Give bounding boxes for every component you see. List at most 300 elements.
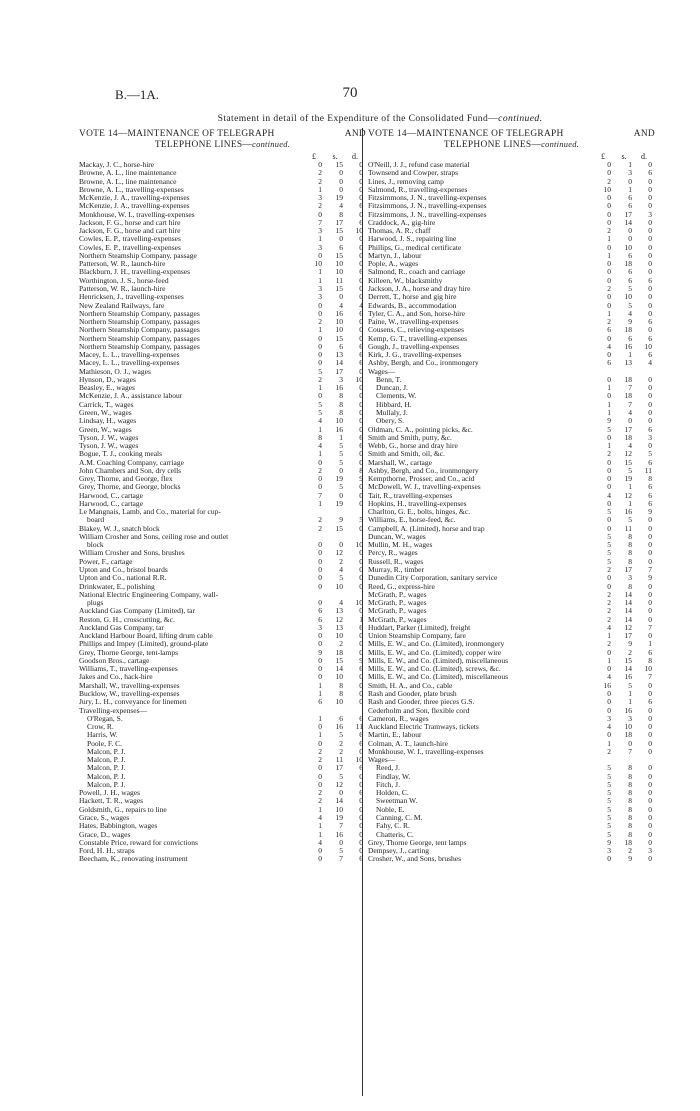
entry-description: Beasley, E., wages [79, 384, 135, 393]
amount-pounds: 0 [607, 209, 611, 219]
amount-pence: 0 [648, 383, 652, 393]
amount-pounds: 2 [318, 168, 322, 178]
entry-description: Harwood, C., cartage [79, 499, 143, 508]
amount-shillings: 13 [624, 358, 632, 368]
amount-pounds: 1 [607, 234, 611, 244]
amount-pence: 0 [648, 606, 652, 616]
amount-pence: 6 [359, 308, 363, 318]
amount-shillings: 4 [339, 201, 343, 211]
amount-pounds: 7 [318, 217, 322, 227]
entry-description: William Crosher and Sons, brushes [79, 549, 185, 558]
entry-description: Campbell, A. (Limited), horse and trap [368, 524, 485, 533]
amount-shillings: 19 [335, 812, 343, 822]
amount-pounds: 2 [607, 176, 611, 186]
entry-description: John Chambers and Son, dry cells [79, 466, 182, 475]
amount-pence: 0 [648, 201, 652, 211]
amount-shillings: 19 [624, 474, 632, 484]
amount-shillings: 5 [339, 573, 343, 583]
amount-pounds: 2 [607, 606, 611, 616]
right-heading-line1: VOTE 14—MAINTENANCE OF TELEGRAPH [368, 129, 564, 139]
amount-pence: 0 [648, 614, 652, 624]
amount-pounds: 3 [318, 622, 322, 632]
entry-description: Fitzsimmons, J. N., travelling-expenses [368, 202, 487, 211]
ledger-row [79, 607, 366, 615]
entry-description: Smith and Smith, oil, &c. [368, 450, 445, 459]
amount-pence: 0 [359, 771, 363, 781]
ledger-row [368, 806, 655, 814]
amount-pence: 0 [359, 573, 363, 583]
amount-pence: 0 [359, 556, 363, 566]
amount-pounds: 5 [607, 779, 611, 789]
ledger-row [368, 467, 655, 475]
amount-pounds: 0 [607, 523, 611, 533]
amount-pence: 0 [648, 267, 652, 277]
amount-shillings: 12 [335, 548, 343, 558]
entry-description: Williams, T., travelling-expenses [79, 665, 178, 674]
amount-pounds: 0 [318, 846, 322, 856]
ledger-row [368, 707, 655, 715]
amount-shillings: 6 [339, 713, 343, 723]
ledger-row [368, 649, 655, 657]
amount-pence: 0 [648, 680, 652, 690]
amount-shillings: 7 [628, 399, 632, 409]
amount-pounds: 0 [318, 300, 322, 310]
amount-pounds: 0 [318, 598, 322, 608]
entry-description: Cameron, R., wages [368, 714, 429, 723]
amount-pounds: 5 [607, 763, 611, 773]
entry-description: Mills, E. W., and Co. (Limited), ironmongery [368, 640, 505, 649]
amount-pounds: 0 [607, 581, 611, 591]
entry-description: Northern Steamship Company, passages [79, 342, 200, 351]
entry-description: McKenzie, J. A., assistance labour [79, 392, 183, 401]
entry-description: Jackson, J. A., horse and dray hire [368, 284, 471, 293]
entry-description: William Crosher and Sons, ceiling rose and outlet [79, 532, 229, 541]
amount-pounds: 1 [607, 655, 611, 665]
amount-pence: 9 [648, 507, 652, 517]
ledger-row [368, 632, 655, 640]
amount-pence: 3 [648, 209, 652, 219]
amount-pence: 7 [648, 622, 652, 632]
ledger-row [368, 186, 655, 194]
amount-shillings: 10 [335, 697, 343, 707]
ledger-row [368, 326, 655, 334]
entry-description: Northern Steamship Company, passages [79, 334, 200, 343]
amount-pounds: 5 [607, 771, 611, 781]
amount-pounds: 1 [318, 730, 322, 740]
entry-description: Fahy, C. R. [376, 822, 410, 831]
amount-pounds: 5 [318, 366, 322, 376]
amount-pounds: 0 [607, 573, 611, 583]
amount-shillings: 14 [624, 664, 632, 674]
amount-pounds: 0 [607, 292, 611, 302]
entry-description: Russell, R., wages [368, 557, 424, 566]
ledger-row [79, 492, 366, 500]
amount-shillings: 5 [339, 482, 343, 492]
amount-pence: 0 [359, 746, 363, 756]
amount-shillings: 1 [628, 689, 632, 698]
amount-shillings: 7 [339, 854, 343, 864]
amount-pence: 0 [359, 275, 363, 285]
entry-description: Malcon, P. J. [87, 764, 126, 773]
ledger-row [79, 690, 366, 698]
entry-description: Benn, T. [376, 375, 402, 384]
entry-description: Dempsey, J., carting [368, 847, 429, 856]
ledger-row [368, 690, 655, 698]
entry-description: Phillips, G., medical certificate [368, 243, 462, 252]
entry-description: Powell, J. H., wages [79, 789, 141, 798]
ledger-row [368, 450, 655, 458]
amount-pounds: 2 [607, 226, 611, 236]
amount-shillings: 8 [628, 829, 632, 839]
amount-pounds: 3 [318, 226, 322, 236]
ledger-row [79, 302, 366, 310]
entry-description: Townsend and Cowper, straps [368, 169, 458, 178]
amount-shillings: 0 [339, 168, 343, 178]
entry-description: Phillips and Impey (Limited), ground-plate [79, 640, 209, 649]
amount-shillings: 4 [339, 300, 343, 310]
entry-description: Grace, D., wages [79, 830, 131, 839]
ledger-row [368, 740, 655, 748]
ledger-row [79, 574, 366, 582]
amount-shillings: 5 [628, 300, 632, 310]
amount-pence: 0 [359, 449, 363, 459]
ledger-row [79, 450, 366, 458]
amount-shillings: 4 [628, 441, 632, 451]
entry-description: Pople, A., wages [368, 260, 419, 269]
amount-shillings: 7 [628, 383, 632, 393]
ledger-row [79, 244, 366, 252]
amount-pounds: 1 [318, 804, 322, 814]
amount-pence: 0 [359, 565, 363, 575]
ledger-row [368, 797, 655, 805]
amount-pounds: 3 [318, 292, 322, 302]
amount-pence: 5 [648, 449, 652, 459]
entry-description: Jakes and Co., hack-hire [79, 673, 153, 682]
amount-shillings: 0 [339, 837, 343, 847]
entry-description: Union Steamship Company, fare [368, 632, 466, 641]
amount-pence: 0 [359, 639, 363, 649]
entry-description: Derrett, T., horse and gig hire [368, 293, 457, 302]
amount-pence: 0 [359, 168, 363, 178]
amount-pounds: 1 [607, 250, 611, 260]
amount-pounds: 2 [607, 565, 611, 575]
entry-description: Patterson, W. R., launch-hire [79, 260, 166, 269]
amount-pounds: 0 [607, 300, 611, 310]
ledger-row [368, 211, 655, 219]
ledger-row [368, 492, 655, 500]
amount-pounds: 0 [318, 482, 322, 492]
amount-shillings: 5 [339, 449, 343, 459]
statement-title [85, 113, 675, 124]
amount-pounds: 5 [607, 821, 611, 831]
ledger-row [79, 847, 366, 855]
amount-pounds: 6 [318, 606, 322, 616]
amount-pounds: 1 [318, 821, 322, 831]
ledger-row [79, 409, 366, 417]
entry-description: Constable Price, reward for convictions [79, 838, 198, 847]
amount-pounds: 16 [603, 680, 611, 690]
amount-pounds: 5 [607, 507, 611, 517]
amount-pounds: 0 [607, 217, 611, 227]
left-unit-pounds: £ [312, 152, 316, 161]
amount-pounds: 0 [318, 556, 322, 566]
ledger-row [79, 442, 366, 450]
entry-description: Mills, E. W., and Co. (Limited), miscellaneous [368, 673, 508, 682]
amount-pence: 6 [359, 730, 363, 740]
ledger-row [368, 773, 655, 781]
amount-pounds: 4 [607, 341, 611, 351]
ledger-row [79, 839, 366, 847]
amount-pence: 0 [648, 738, 652, 748]
amount-shillings: 10 [624, 722, 632, 732]
entry-description: A.M. Coaching Company, carriage [79, 458, 184, 467]
amount-pence: 0 [648, 441, 652, 451]
ledger-row [79, 723, 366, 731]
amount-pence: 0 [648, 837, 652, 847]
amount-pounds: 0 [318, 308, 322, 318]
amount-pence: 6 [359, 441, 363, 451]
ledger-row [368, 194, 655, 202]
amount-pounds: 5 [607, 829, 611, 839]
amount-shillings: 1 [628, 498, 632, 508]
amount-pounds: 0 [318, 565, 322, 575]
left-unit-shillings: s. [332, 152, 338, 161]
amount-pounds: 5 [607, 788, 611, 798]
amount-pence: 0 [648, 184, 652, 194]
amount-pounds: 9 [318, 647, 322, 657]
amount-pence: 11 [355, 722, 363, 732]
amount-pounds: 6 [607, 358, 611, 368]
ledger-row [368, 475, 655, 483]
amount-pounds: 0 [607, 160, 611, 169]
amount-pence: 0 [648, 779, 652, 789]
amount-pence: 11 [644, 465, 652, 475]
entry-description: Upton and Co., national R.R. [79, 574, 167, 583]
entry-description: Chatteris, C. [376, 830, 414, 839]
entry-description: Reed, G., express-hire [368, 582, 435, 591]
ledger-row [368, 839, 655, 847]
ledger-row [79, 806, 366, 814]
amount-shillings: 6 [628, 267, 632, 277]
amount-shillings: 18 [335, 647, 343, 657]
amount-pounds: 2 [318, 788, 322, 798]
amount-shillings: 16 [624, 705, 632, 715]
amount-pounds: 0 [607, 350, 611, 360]
amount-pounds: 8 [318, 432, 322, 442]
amount-pence: 0 [359, 416, 363, 426]
amount-shillings: 14 [624, 614, 632, 624]
amount-pounds: 5 [607, 812, 611, 822]
entry-description: board [87, 516, 105, 525]
amount-pence: 6 [359, 350, 363, 360]
entry-description: McGrath, P., wages [368, 615, 427, 624]
entry-description: Auckland Harbour Board, lifting drum cable [79, 632, 213, 641]
amount-pounds: 7 [318, 490, 322, 500]
amount-shillings: 0 [339, 540, 343, 550]
entry-description: Auckland Electric Tramways, tickets [368, 723, 479, 732]
amount-pounds: 3 [318, 283, 322, 293]
statement-title-main: Statement in detail of the Expenditure of the Consolidated Fund— [217, 113, 499, 124]
entry-description: Holden, C. [376, 789, 409, 798]
amount-shillings: 15 [335, 333, 343, 343]
amount-shillings: 10 [335, 581, 343, 591]
amount-shillings: 16 [335, 722, 343, 732]
ledger-row [368, 673, 655, 681]
amount-pounds: 1 [318, 184, 322, 194]
amount-pounds: 6 [318, 614, 322, 624]
ledger-row [368, 616, 655, 624]
ledger-row [368, 161, 655, 169]
amount-pounds: 4 [607, 622, 611, 632]
entry-description: Monkhouse, W. I., travelling-expenses [368, 747, 484, 756]
ledger-row [368, 459, 655, 467]
entry-description: McGrath, P., wages [368, 590, 427, 599]
ledger-row [368, 516, 655, 524]
amount-pence: 0 [359, 383, 363, 393]
amount-shillings: 1 [628, 350, 632, 360]
amount-pence: 1 [359, 614, 363, 624]
amount-pence: 0 [359, 631, 363, 641]
ledger-row [79, 310, 366, 318]
amount-pounds: 5 [607, 804, 611, 814]
amount-pence: 0 [648, 407, 652, 417]
amount-shillings: 19 [335, 498, 343, 508]
amount-shillings: 18 [624, 837, 632, 847]
ledger-row [79, 368, 366, 376]
amount-pounds: 0 [607, 267, 611, 277]
ledger-row [79, 285, 366, 293]
amount-pounds: 5 [318, 399, 322, 409]
entry-description: Kirk, J. G., travelling-expenses [368, 351, 462, 360]
right-units-row [368, 152, 655, 161]
amount-pence: 0 [648, 300, 652, 310]
amount-pence: 0 [359, 498, 363, 508]
ledger-row [79, 235, 366, 243]
ledger-row [368, 376, 655, 384]
amount-pence: 6 [648, 424, 652, 434]
amount-shillings: 15 [624, 457, 632, 467]
ledger-row [79, 459, 366, 467]
amount-pence: 10 [644, 341, 652, 351]
amount-pence: 0 [359, 283, 363, 293]
amount-shillings: 10 [335, 416, 343, 426]
amount-pounds: 4 [607, 722, 611, 732]
ledger-row [79, 483, 366, 491]
amount-pounds: 5 [607, 556, 611, 566]
right-unit-shillings: s. [621, 152, 627, 161]
amount-pence: 0 [359, 209, 363, 219]
amount-shillings: 14 [335, 796, 343, 806]
ledger-row [79, 417, 366, 425]
ledger-row [79, 376, 366, 384]
amount-shillings: 0 [628, 176, 632, 186]
amount-pounds: 1 [607, 399, 611, 409]
amount-pence: 0 [648, 259, 652, 269]
amount-pounds: 4 [318, 837, 322, 847]
ledger-row [368, 343, 655, 351]
ledger-row [79, 632, 366, 640]
amount-pounds: 6 [607, 325, 611, 335]
ledger-row [79, 500, 366, 508]
entry-description: Worthington, J. S., horse-feed [79, 276, 169, 285]
amount-shillings: 2 [339, 639, 343, 649]
ledger-row [368, 748, 655, 756]
amount-pence: 6 [359, 664, 363, 674]
entry-description: Dunedin City Corporation, sanitary service [368, 574, 498, 583]
amount-pounds: 0 [607, 259, 611, 269]
amount-pounds: 0 [318, 631, 322, 641]
entry-description: Harris, W. [87, 731, 118, 740]
entry-description: Findlay, W. [376, 772, 411, 781]
amount-shillings: 18 [624, 432, 632, 442]
amount-pence: 0 [648, 515, 652, 525]
ledger-row [368, 599, 655, 607]
amount-pounds: 2 [318, 755, 322, 765]
entry-description: Beecham, K., renovating instrument [79, 855, 188, 864]
ledger-row [79, 773, 366, 781]
entry-description: Salmond, R., travelling-expenses [368, 185, 468, 194]
amount-pounds: 0 [607, 432, 611, 442]
entry-description: Mackay, J. C., horse-hire [79, 161, 155, 169]
ledger-row [79, 277, 366, 285]
entry-description: Goldsmith, G., repairs to line [79, 805, 167, 814]
amount-pence: 0 [648, 689, 652, 698]
amount-pence: 0 [648, 523, 652, 533]
amount-pounds: 0 [318, 160, 322, 169]
amount-pence: 3 [648, 846, 652, 856]
amount-pounds: 0 [318, 664, 322, 674]
ledger-row [368, 657, 655, 665]
ledger-row [368, 583, 655, 591]
ledger-row [368, 566, 655, 574]
amount-shillings: 17 [624, 424, 632, 434]
amount-pounds: 5 [607, 540, 611, 550]
amount-shillings: 5 [339, 457, 343, 467]
ledger-row [368, 202, 655, 210]
amount-pence: 0 [359, 548, 363, 558]
amount-shillings: 0 [628, 234, 632, 244]
amount-pounds: 5 [607, 531, 611, 541]
amount-pounds: 0 [318, 391, 322, 401]
amount-shillings: 14 [335, 358, 343, 368]
amount-pounds: 1 [607, 738, 611, 748]
amount-shillings: 0 [339, 292, 343, 302]
ledger-row [79, 707, 366, 715]
amount-pounds: 0 [607, 705, 611, 715]
entry-description: Tyson, J. W., wages [79, 433, 139, 442]
entry-description: Cederholm and Son, flexible cord [368, 706, 470, 715]
amount-pence: 0 [648, 829, 652, 839]
ledger-row [79, 624, 366, 632]
entry-description: Henricksen, J., travelling-expenses [79, 293, 184, 302]
left-column [79, 129, 366, 1099]
amount-pounds: 0 [607, 374, 611, 384]
left-unit-pence: d. [352, 152, 358, 161]
amount-shillings: 0 [339, 490, 343, 500]
ledger-row [79, 359, 366, 367]
amount-shillings: 10 [335, 804, 343, 814]
ledger-row [79, 673, 366, 681]
ledger-row [368, 335, 655, 343]
amount-pence: 6 [648, 350, 652, 360]
amount-pence: 0 [359, 292, 363, 302]
ledger-row [368, 508, 655, 516]
amount-shillings: 4 [628, 407, 632, 417]
entry-description: Hackett, T. R., wages [79, 797, 144, 806]
statement-title-continued: continued. [498, 113, 543, 124]
ledger-row [79, 740, 366, 748]
ledger-row [79, 549, 366, 557]
